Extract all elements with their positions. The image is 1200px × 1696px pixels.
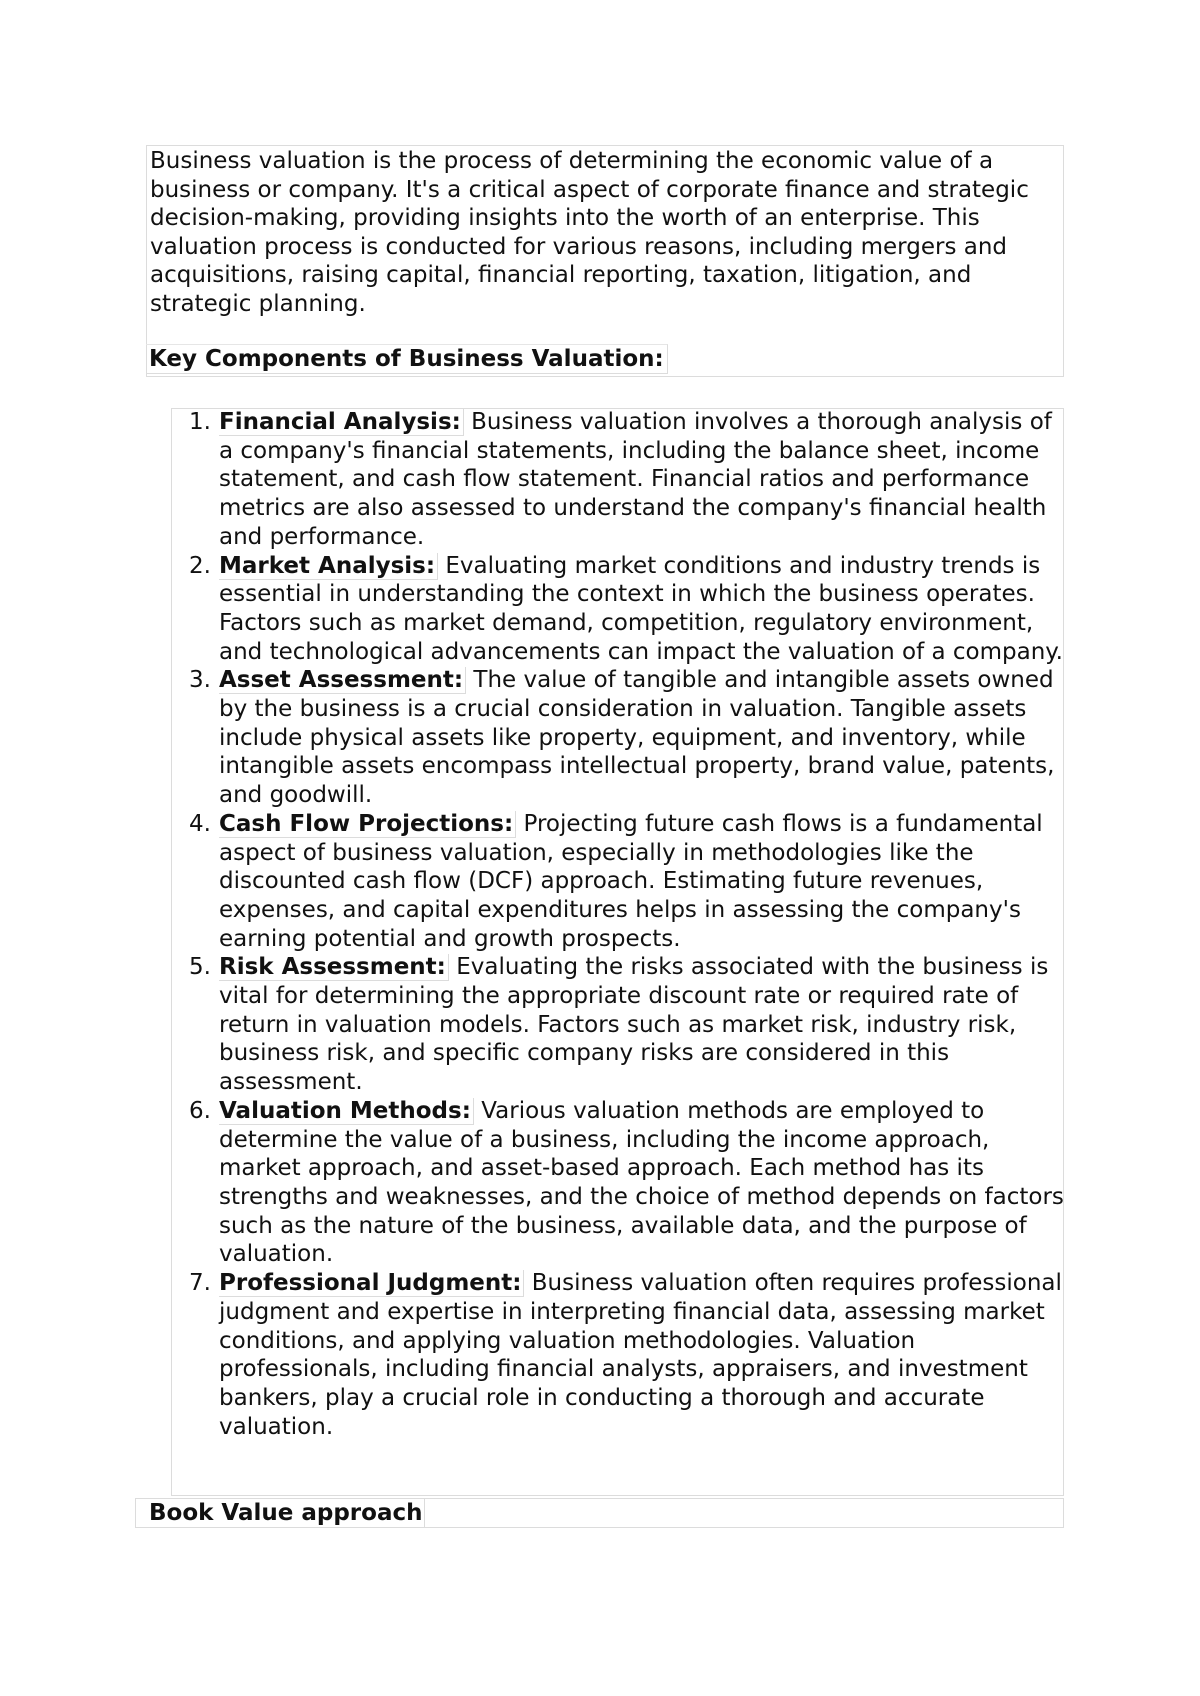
list-item-title: Valuation Methods: [219, 1098, 474, 1125]
list-item [189, 1097, 1069, 1269]
list-item-title: Cash Flow Projections: [219, 811, 516, 838]
list-item [189, 810, 1069, 954]
list-item-text: Business valuation often requires professional judgment and expertise in interpreting financial data, assessing market conditions, and applying valuation methodologies. Valuation professionals, including financial analysts, appraisers, and investment bankers, play a crucial role in conducting a thorough and accurate valuation. [219, 1270, 1062, 1440]
book-value-heading: Book Value approach [136, 1499, 425, 1527]
list-item [189, 953, 1069, 1097]
list-item-text: Evaluating market conditions and industry trends is essential in understanding the context in which the business operates. Factors such as market demand, competition, regulatory environment, and technological advancements can impact the valuation of a company. [219, 552, 1063, 665]
list-item-number: 1. [189, 409, 211, 435]
key-components-heading: Key Components of Business Valuation: [146, 344, 668, 374]
list-item-text: Various valuation methods are employed to determine the value of a business, including the income approach, market approach, and asset-based approach. Each method has its strengths and weaknesses, and the choice of method depends on factors such as the nature of the business, available data, and the purpose of valuation. [219, 1097, 1064, 1268]
list-item-number: 3. [189, 667, 211, 694]
list-item-text: Projecting future cash flows is a fundamental aspect of business valuation, especially in methodologies like the discounted cash flow (DCF) approach. Estimating future revenues, expenses, and capital expenditures helps in assessing the company's earning potential and growth prospects. [219, 810, 1043, 952]
list-item [189, 408, 1069, 552]
list-item-number: 2. [189, 552, 211, 579]
list-item-title: Financial Analysis: [219, 409, 464, 436]
list-item [189, 666, 1069, 810]
components-list [189, 408, 1069, 1441]
list-item-number: 7. [189, 1270, 211, 1297]
list-item-text: Business valuation involves a thorough analysis of a company's financial statements, including the balance sheet, income statement, and cash flow statement. Financial ratios and performance metrics are also assessed to understand the company's financial health and performance. [219, 409, 1052, 550]
intro-section [146, 145, 1064, 377]
list-item-title: Risk Assessment: [219, 954, 449, 981]
list-item-title: Professional Judgment: [219, 1270, 524, 1297]
intro-paragraph: Business valuation is the process of determining the economic value of a business or company. It's a critical aspect of corporate finance and strategic decision-making, providing insights into the worth of an enterprise. This valuation process is conducted for various reasons, including mergers and acquisitions, raising capital, financial reporting, taxation, litigation, and strategic planning. [150, 148, 1029, 317]
list-item-title: Asset Assessment: [219, 667, 466, 694]
book-value-section [135, 1498, 1064, 1528]
list-item-number: 5. [189, 954, 211, 981]
list-item-number: 6. [189, 1097, 211, 1124]
list-item-number: 4. [189, 810, 211, 837]
list-item [189, 552, 1069, 667]
list-item [189, 1269, 1069, 1441]
list-item-text: The value of tangible and intangible assets owned by the business is a crucial consideration in valuation. Tangible assets include physical assets like property, equipment, and inventory, while intangible assets encompass intellectual property, brand value, patents, and goodwill. [219, 667, 1055, 809]
list-item-text: Evaluating the risks associated with the business is vital for determining the appropriate discount rate or required rate of return in valuation models. Factors such as market risk, industry risk, business risk, and specific company risks are considered in this assessment. [219, 954, 1049, 1096]
list-item-title: Market Analysis: [219, 553, 438, 580]
